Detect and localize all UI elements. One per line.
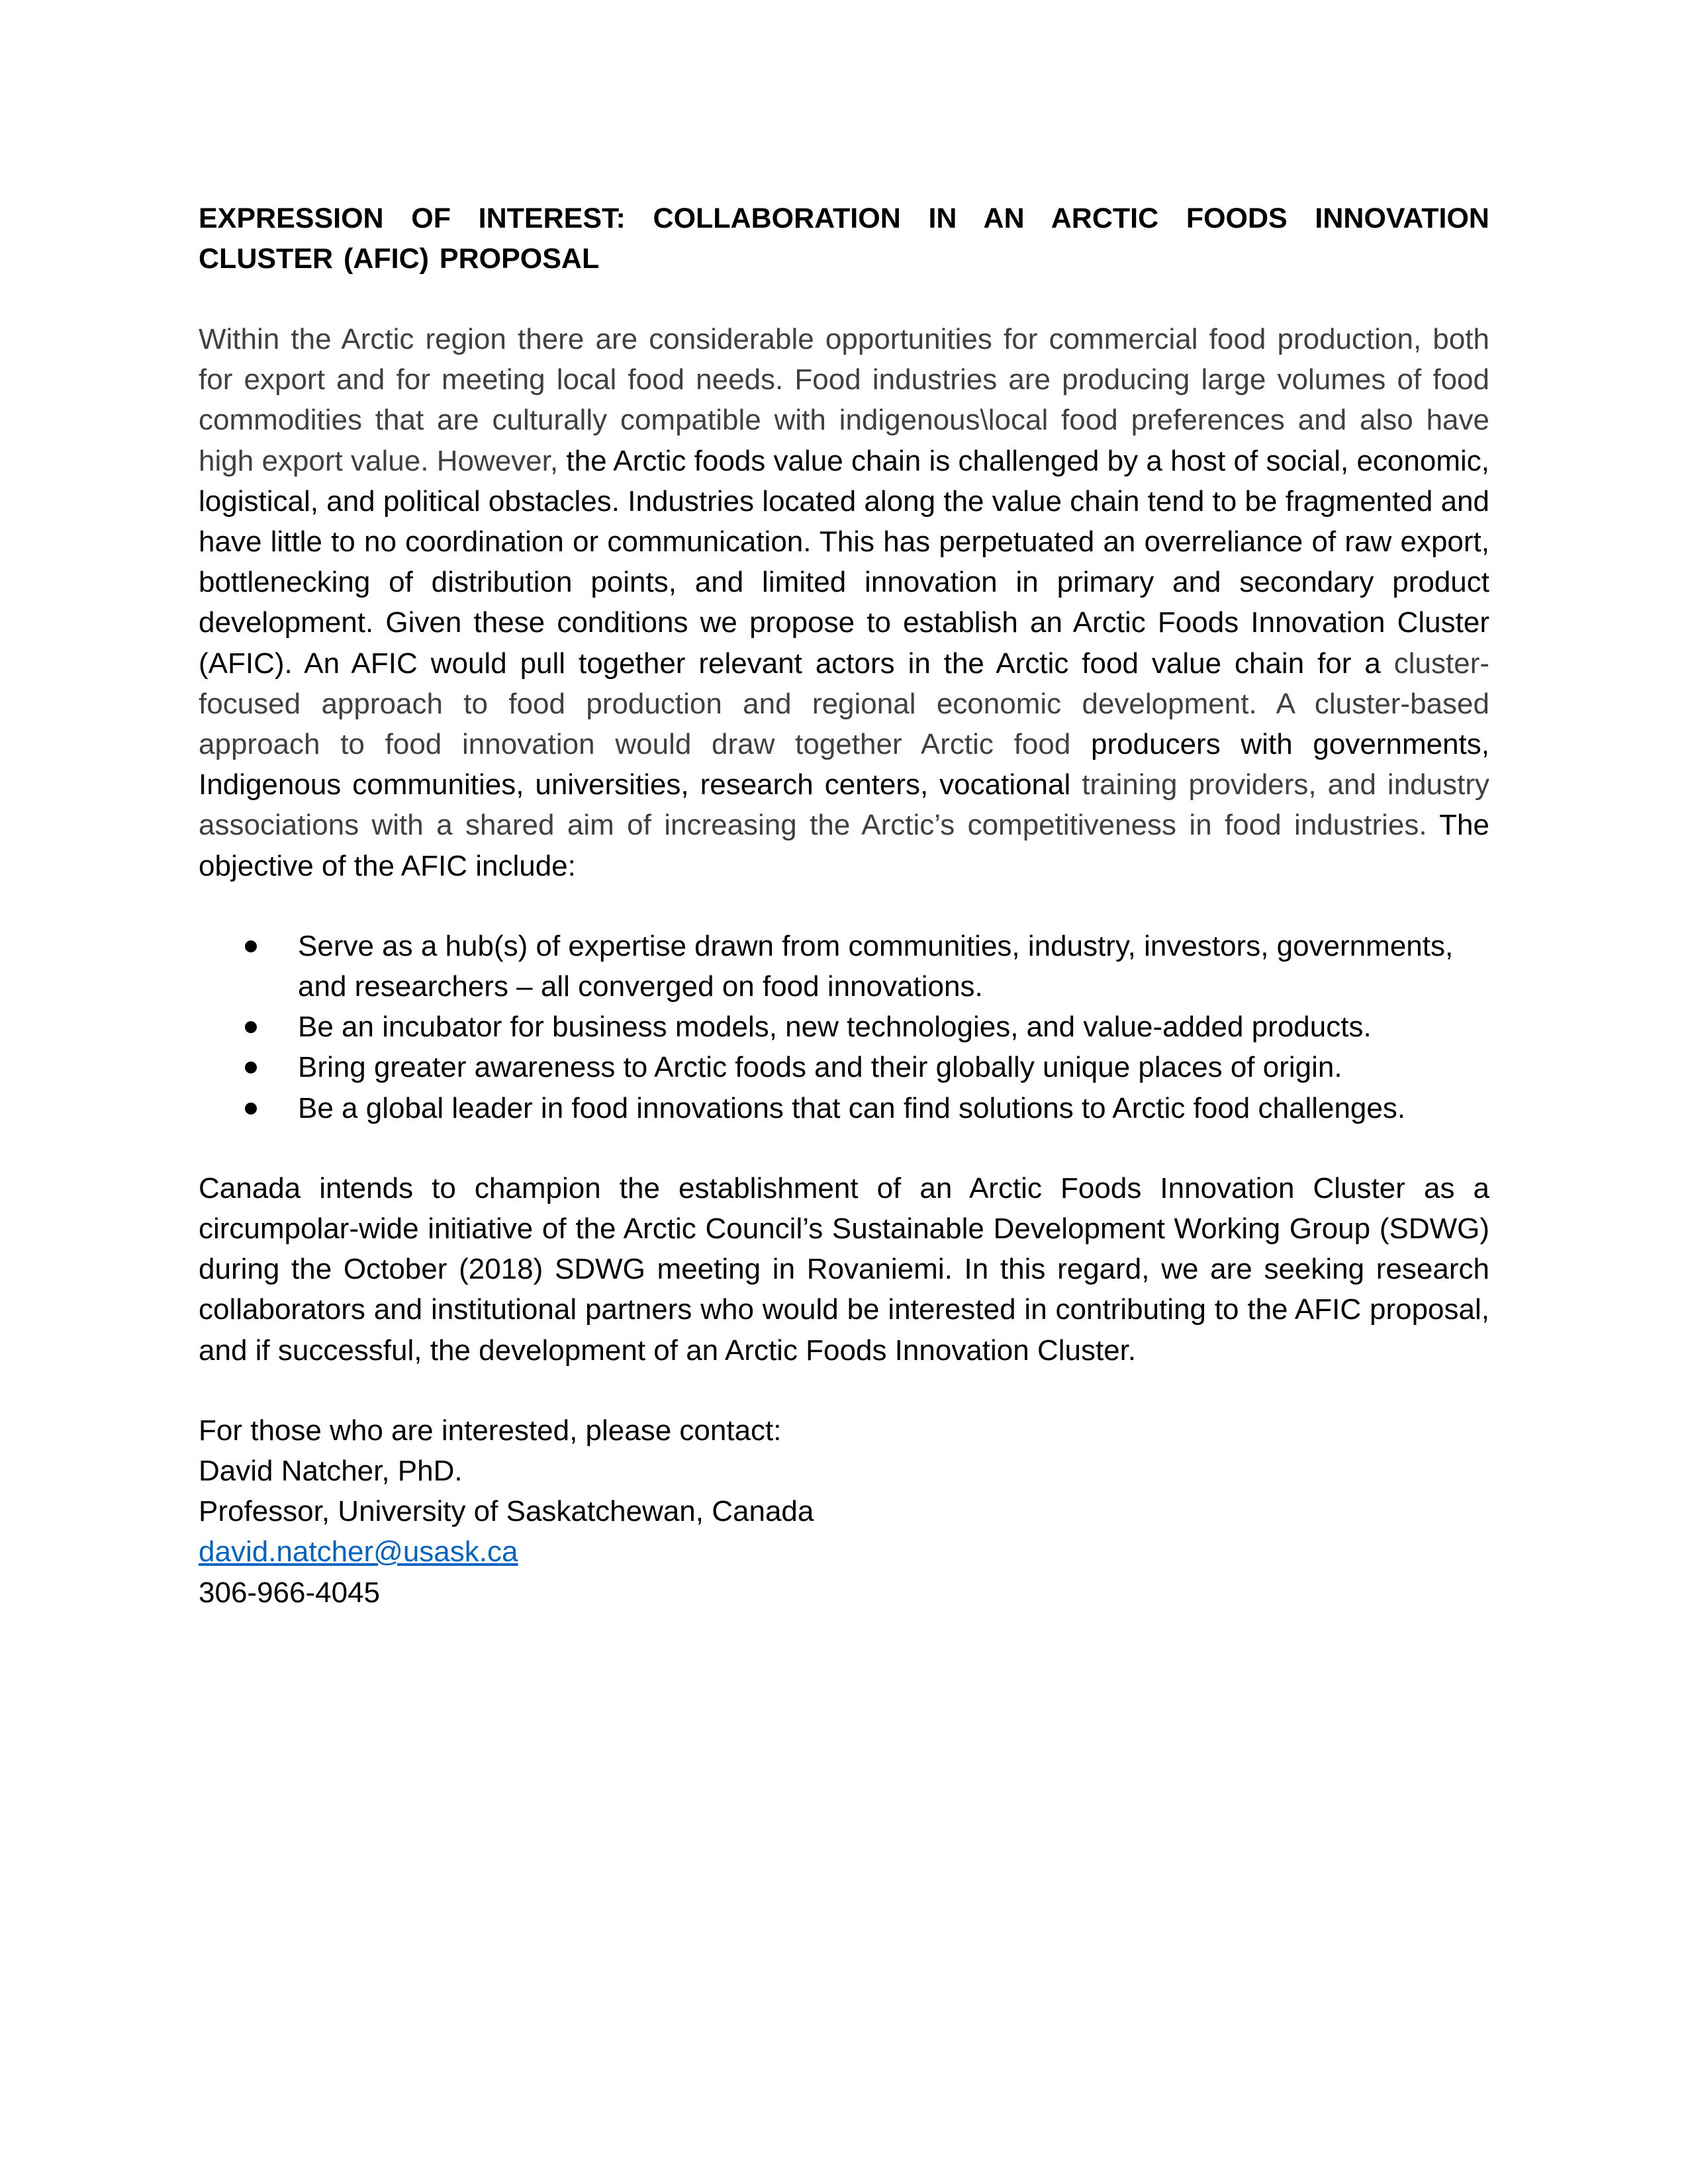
document-title: EXPRESSION OF INTEREST: COLLABORATION IN AN ARCTIC FOODS INNOVATION CLUSTER (AFIC) PROPOSAL bbox=[199, 203, 1489, 275]
document-page bbox=[199, 199, 1489, 1613]
intro-text-1: Within the Arctic region there are considerable opportunities for commercial food production, both for export and for meeting local food needs. Food industries are producing large volumes of food commodities that are culturally compatible with indigenous\local food preferences and also have high export value. However, bbox=[199, 323, 1489, 477]
objective-text: Be a global leader in food innovations that can find solutions to Arctic food challenges. bbox=[298, 1091, 1406, 1124]
intro-text-6: The objective of the AFIC include: bbox=[199, 809, 1489, 882]
list-item bbox=[199, 926, 1489, 1007]
contact-name: David Natcher, PhD. bbox=[199, 1455, 463, 1488]
contact-position: Professor, University of Saskatchewan, Canada bbox=[199, 1495, 814, 1528]
intro-text-3: cluster-focused approach to food production and regional economic development. A cluster-based approach to food innovation would draw together Arctic food bbox=[199, 647, 1489, 761]
list-item bbox=[199, 1088, 1489, 1128]
objective-text: Be an incubator for business models, new technologies, and value-added products. bbox=[298, 1011, 1372, 1044]
bullet-icon bbox=[245, 1062, 257, 1073]
contact-phone: 306-966-4045 bbox=[199, 1576, 381, 1609]
objective-text: Serve as a hub(s) of expertise drawn from communities, industry, investors, governments, and researchers – all converged on food innovations. bbox=[298, 929, 1454, 1003]
list-item bbox=[199, 1007, 1489, 1047]
intro-text-2: the Arctic foods value chain is challenged by a host of social, economic, logistical, and political obstacles. Industries located along the value chain tend to be fragmented and have little to no coordination or communication. This has perpetuated an overreliance of raw export, bottlenecking of distribution points, and limited innovation in primary and secondary product development. Given these conditions we propose to establish an Arctic Foods Innovation Cluster (AFIC). An AFIC would pull together relevant actors in the Arctic food value chain for a bbox=[199, 444, 1489, 680]
bullet-icon bbox=[245, 1021, 257, 1033]
contact-block bbox=[199, 1410, 1489, 1613]
intro-text-5: training providers, and industry associations with a shared aim of increasing the Arctic’s competitiveness in food industries. bbox=[199, 768, 1489, 842]
bullet-icon bbox=[245, 940, 257, 952]
intro-text-4: producers with governments, Indigenous communities, universities, research centers, vocational bbox=[199, 728, 1489, 801]
objectives-list bbox=[199, 926, 1489, 1128]
canada-paragraph: Canada intends to champion the establishment of an Arctic Foods Innovation Cluster as a circumpolar-wide initiative of the Arctic Council’s Sustainable Development Working Group (SDWG) during the October (2018) SDWG meeting in Rovaniemi. In this regard, we are seeking research collaborators and institutional partners who would be interested in contributing to the AFIC proposal, and if successful, the development of an Arctic Foods Innovation Cluster. bbox=[199, 1171, 1489, 1367]
bullet-icon bbox=[245, 1103, 257, 1115]
list-item bbox=[199, 1047, 1489, 1087]
contact-email-link[interactable]: david.natcher@usask.ca bbox=[199, 1535, 518, 1569]
intro-paragraph bbox=[199, 319, 1489, 886]
contact-intro: For those who are interested, please contact: bbox=[199, 1414, 782, 1447]
objective-text: Bring greater awareness to Arctic foods and their globally unique places of origin. bbox=[298, 1051, 1342, 1084]
